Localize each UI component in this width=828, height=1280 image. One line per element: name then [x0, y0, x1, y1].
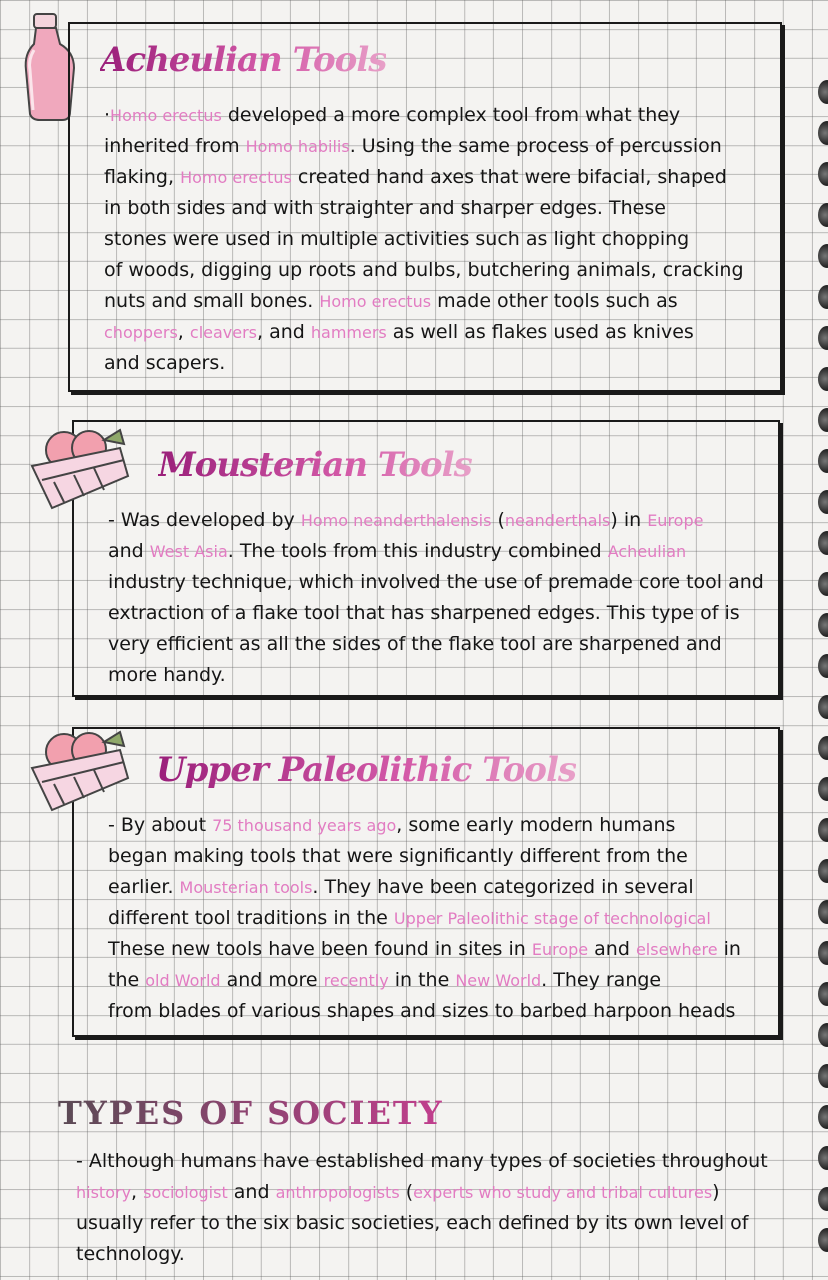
text-segment: nuts and small bones.: [104, 290, 320, 312]
section-body-mousterian: [108, 505, 764, 691]
ring-hole: [818, 1064, 828, 1088]
text-segment: , some early modern humans: [396, 814, 676, 836]
text-segment: , and: [257, 321, 311, 343]
text-segment: and: [227, 1181, 276, 1203]
text-segment: from blades of various shapes and sizes to barbed harpoon heads: [108, 1000, 736, 1022]
ring-hole: [818, 900, 828, 924]
highlighted-term: Homo neanderthalensis: [300, 511, 492, 530]
highlighted-term: hammers: [310, 323, 387, 342]
section-title-acheulian: Acheulian Tools: [100, 40, 387, 80]
ring-hole: [818, 859, 828, 883]
ring-hole: [818, 613, 828, 637]
text-segment: (: [491, 509, 505, 531]
text-line: [108, 996, 741, 1027]
ring-hole: [818, 80, 828, 104]
text-segment: made other tools such as: [431, 290, 678, 312]
text-segment: extraction of a flake tool that has sharpened edges. This type of is: [108, 602, 740, 624]
text-segment: in the: [388, 969, 456, 991]
ring-hole: [818, 449, 828, 473]
text-segment: usually refer to the six basic societies, each defined by its own level of: [76, 1212, 749, 1234]
highlighted-term: Upper Paleolithic stage of technological: [393, 909, 711, 928]
ring-hole: [818, 1187, 828, 1211]
text-segment: technology.: [76, 1243, 185, 1265]
text-segment: . They have been categorized in several: [312, 876, 694, 898]
highlighted-term: Mousterian tools: [179, 878, 313, 897]
ring-hole: [818, 326, 828, 350]
section-body-acheulian: [104, 100, 744, 379]
ring-hole: [818, 736, 828, 760]
society-body: [76, 1146, 768, 1270]
highlighted-term: Europe: [531, 940, 589, 959]
highlighted-term: Acheulian: [607, 542, 687, 561]
text-line: [76, 1146, 768, 1177]
highlighted-term: West Asia: [149, 542, 228, 561]
text-line: [108, 505, 764, 536]
ring-hole: [818, 1023, 828, 1047]
text-segment: and more: [220, 969, 324, 991]
text-line: [76, 1208, 768, 1239]
ring-hole: [818, 1228, 828, 1252]
text-segment: and: [108, 540, 150, 562]
text-segment: inherited from: [104, 135, 246, 157]
highlighted-term: choppers: [104, 323, 178, 342]
text-line: [104, 193, 744, 224]
text-segment: . The tools from this industry combined: [227, 540, 608, 562]
text-segment: - By about: [108, 814, 213, 836]
text-segment: ) in: [610, 509, 648, 531]
text-segment: the: [108, 969, 146, 991]
highlighted-term: anthropologists: [275, 1183, 400, 1202]
text-segment: These new tools have been found in sites in: [108, 938, 532, 960]
notebook-rings: [814, 0, 828, 1280]
ring-hole: [818, 941, 828, 965]
text-segment: began making tools that were significantly different from the: [108, 845, 688, 867]
highlighted-term: Homo erectus: [319, 292, 432, 311]
text-line: [108, 567, 764, 598]
text-line: [108, 965, 741, 996]
text-line: [104, 348, 744, 379]
text-line: [108, 810, 741, 841]
ring-hole: [818, 162, 828, 186]
highlighted-term: cleavers: [189, 323, 258, 342]
highlighted-term: neanderthals: [504, 511, 611, 530]
basket-icon: [24, 722, 134, 817]
text-segment: very efficient as all the sides of the flake tool are sharpened and: [108, 633, 722, 655]
ring-hole: [818, 285, 828, 309]
ring-hole: [818, 121, 828, 145]
text-line: [108, 903, 741, 934]
ring-hole: [818, 654, 828, 678]
highlighted-term: Europe: [647, 511, 704, 530]
section-body-upper-paleolithic: [108, 810, 741, 1027]
text-line: [108, 629, 764, 660]
text-segment: - Although humans have established many types of societies throughout: [76, 1150, 768, 1172]
ring-hole: [818, 490, 828, 514]
text-line: [108, 660, 764, 691]
text-line: [108, 598, 764, 629]
text-line: [104, 162, 744, 193]
ring-hole: [818, 244, 828, 268]
highlighted-term: history: [76, 1183, 132, 1202]
text-line: [104, 224, 744, 255]
text-segment: created hand axes that were bifacial, shaped: [291, 166, 727, 188]
section-title-mousterian: Mousterian Tools: [158, 445, 472, 485]
text-segment: ,: [177, 321, 190, 343]
text-segment: flaking,: [104, 166, 181, 188]
highlighted-term: experts who study and tribal cultures: [413, 1183, 713, 1202]
text-segment: developed a more complex tool from what they: [221, 104, 681, 126]
text-segment: as well as flakes used as knives: [386, 321, 694, 343]
highlighted-term: Homo habilis: [245, 137, 350, 156]
highlighted-term: sociologist: [143, 1183, 228, 1202]
highlighted-term: Homo erectus: [180, 168, 292, 187]
text-line: [108, 934, 741, 965]
text-segment: industry technique, which involved the use of premade core tool and: [108, 571, 764, 593]
text-line: [108, 536, 764, 567]
text-segment: (: [399, 1181, 414, 1203]
text-line: [104, 255, 744, 286]
ring-hole: [818, 1146, 828, 1170]
ring-hole: [818, 367, 828, 391]
ring-hole: [818, 203, 828, 227]
text-segment: stones were used in multiple activities such as light chopping: [104, 228, 690, 250]
text-line: [104, 317, 744, 348]
text-segment: and scapers.: [104, 352, 226, 374]
text-line: [76, 1177, 768, 1208]
ring-hole: [818, 982, 828, 1006]
text-segment: . They range: [541, 969, 662, 991]
highlighted-term: New World: [455, 971, 542, 990]
highlighted-term: recently: [323, 971, 389, 990]
text-line: [76, 1239, 768, 1270]
text-segment: more handy.: [108, 664, 226, 686]
text-segment: earlier.: [108, 876, 180, 898]
text-segment: in both sides and with straighter and sharper edges. These: [104, 197, 666, 219]
text-segment: ): [712, 1181, 720, 1203]
text-line: [104, 131, 744, 162]
text-segment: ,: [131, 1181, 144, 1203]
text-segment: - Was developed by: [108, 509, 301, 531]
ring-hole: [818, 531, 828, 555]
text-segment: ·: [104, 104, 111, 126]
highlighted-term: old World: [145, 971, 221, 990]
highlighted-term: elsewhere: [635, 940, 718, 959]
basket-icon: [24, 420, 134, 515]
ring-hole: [818, 1105, 828, 1129]
society-heading: TYPES OF SOCIETY: [58, 1094, 444, 1132]
text-segment: in: [717, 938, 741, 960]
ring-hole: [818, 695, 828, 719]
ring-hole: [818, 777, 828, 801]
ring-hole: [818, 572, 828, 596]
text-segment: . Using the same process of percussion: [349, 135, 722, 157]
text-line: [104, 286, 744, 317]
text-line: [104, 100, 744, 131]
highlighted-term: Homo erectus: [110, 106, 222, 125]
text-line: [108, 872, 741, 903]
text-segment: of woods, digging up roots and bulbs, butchering animals, cracking: [104, 259, 744, 281]
ring-hole: [818, 408, 828, 432]
text-segment: and: [588, 938, 636, 960]
ring-hole: [818, 818, 828, 842]
highlighted-term: 75 thousand years ago: [212, 816, 397, 835]
text-segment: different tool traditions in the: [108, 907, 394, 929]
section-title-upper-paleolithic: Upper Paleolithic Tools: [156, 750, 577, 790]
text-line: [108, 841, 741, 872]
